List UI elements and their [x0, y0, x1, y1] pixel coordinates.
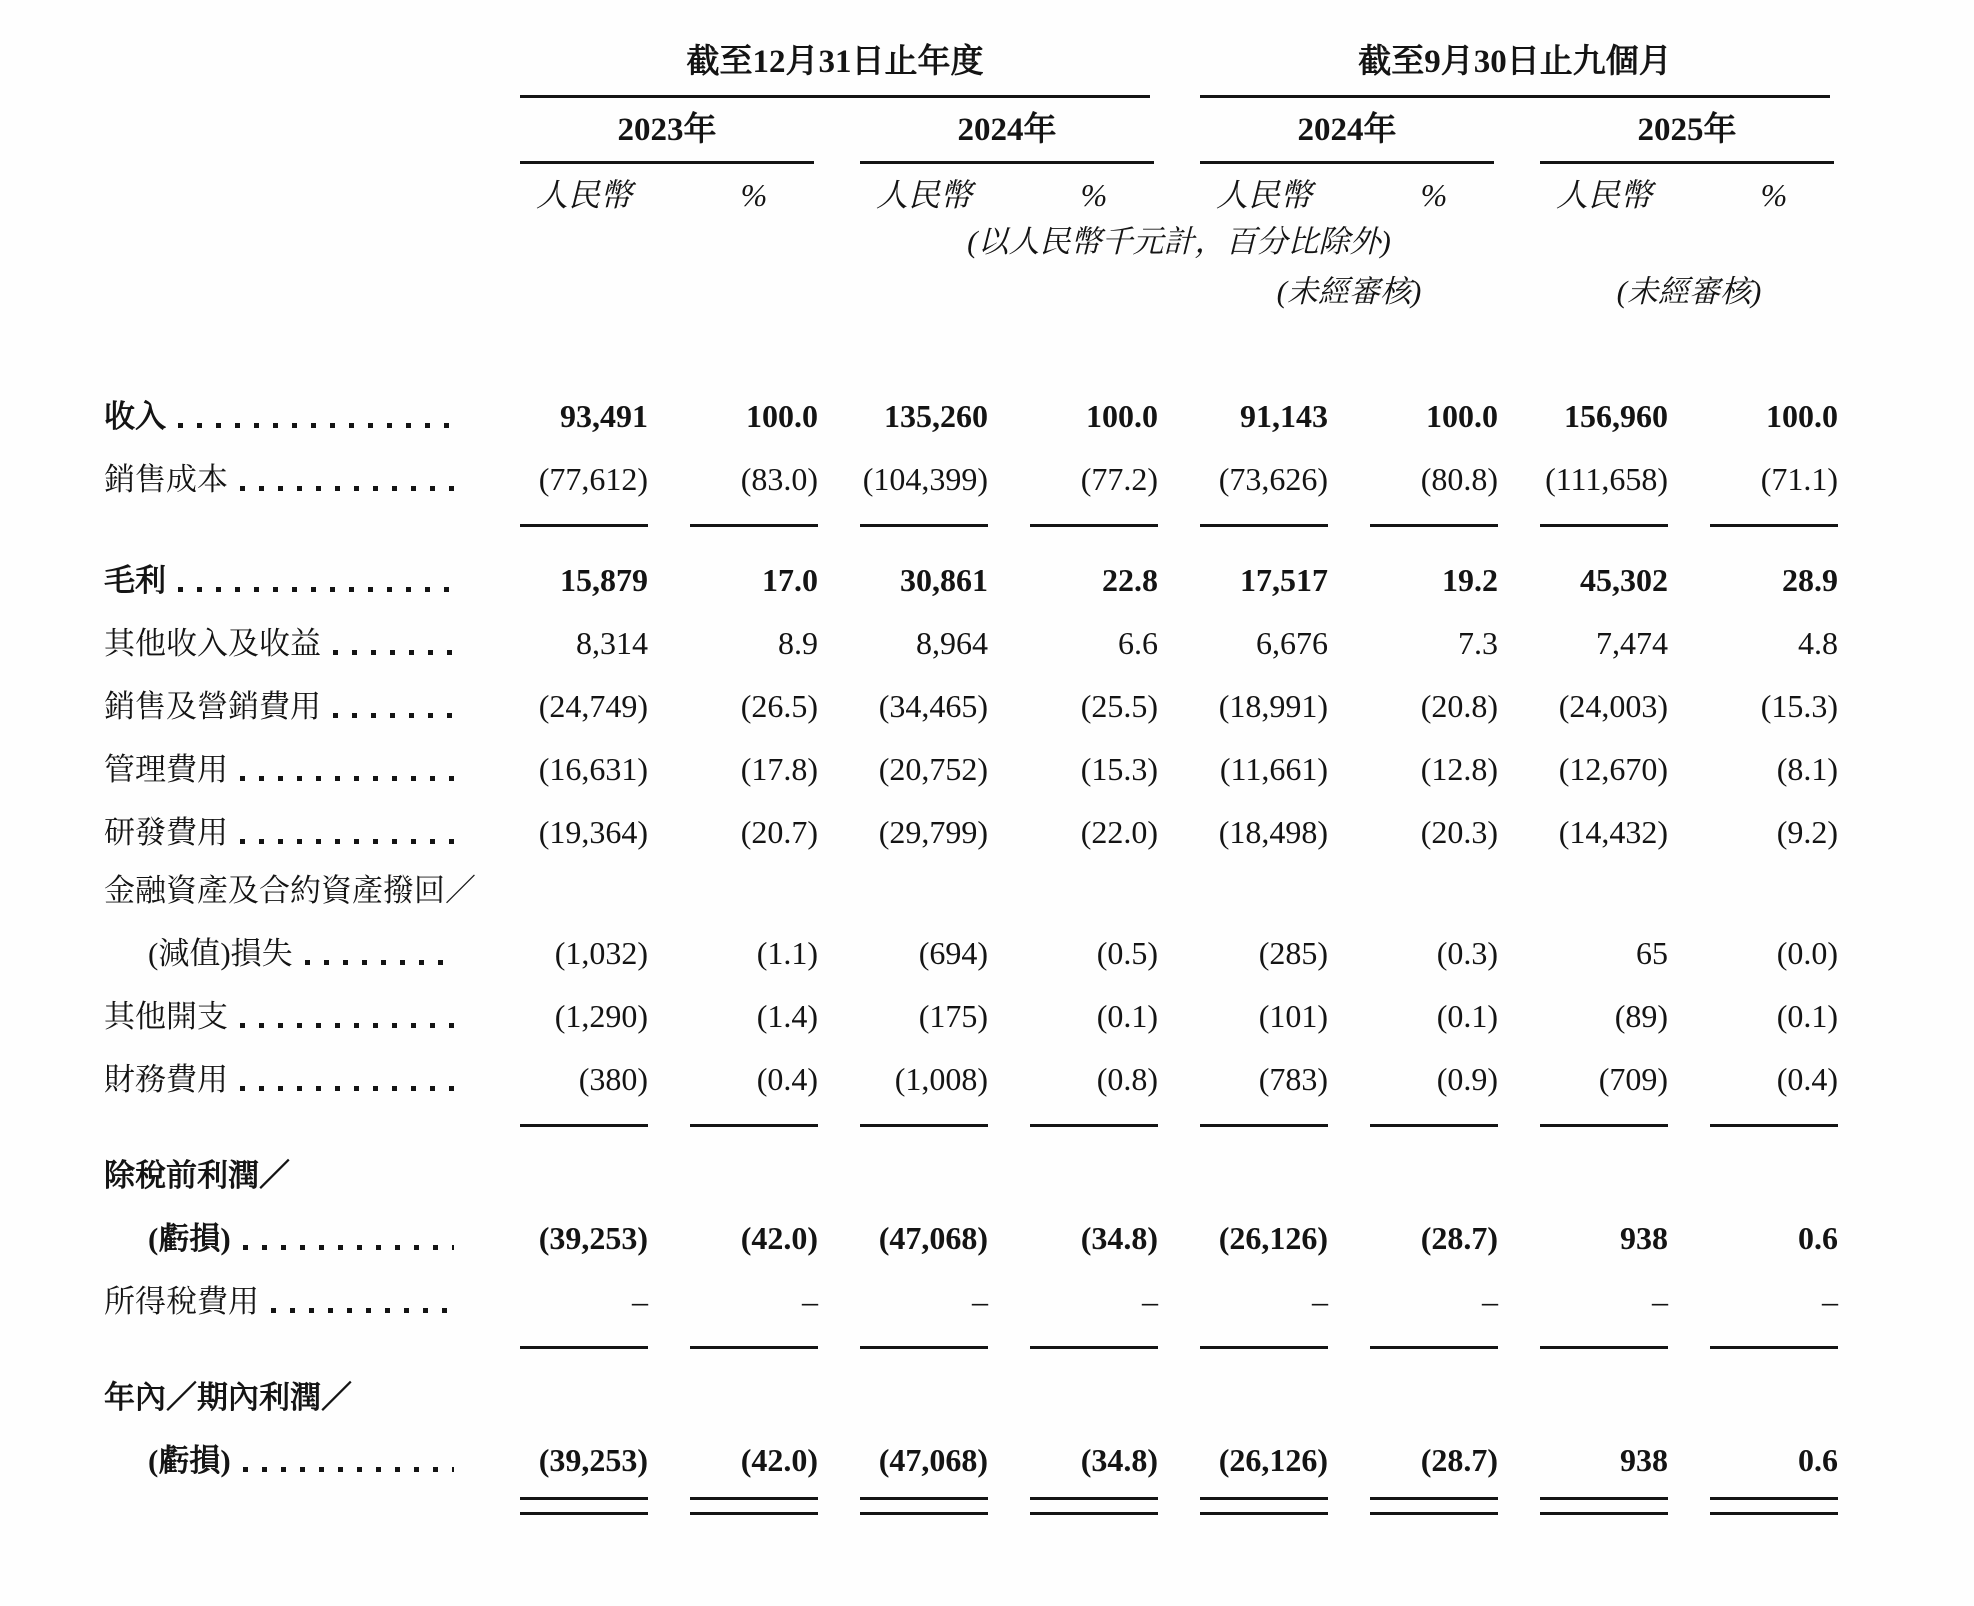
value-cell: 6,676 [1256, 625, 1328, 662]
value-cell: 28.9 [1782, 562, 1838, 599]
table-row [104, 980, 1838, 1043]
value-cell: (0.5) [1096, 935, 1158, 972]
double-rule-line [1540, 1497, 1668, 1515]
table-row [104, 607, 1838, 670]
value-cell: (1,008) [894, 1061, 988, 1098]
value-cell [478, 859, 648, 917]
value-cell: 938 [1620, 1220, 1668, 1257]
period-group-header: 截至12月31日止年度 [520, 44, 1150, 98]
table-row [104, 733, 1838, 796]
column-header-percent: % [740, 177, 768, 214]
single-rule-line [520, 1346, 648, 1349]
value-cell: 100.0 [746, 398, 818, 435]
single-rule-line [1710, 1124, 1838, 1127]
empty-corner-cell [104, 26, 478, 98]
row-label [104, 380, 478, 443]
double-rule-line [1710, 1497, 1838, 1515]
value-cell: – [1652, 1283, 1668, 1320]
value-cell [1158, 1144, 1328, 1202]
value-cell: 17.0 [762, 562, 818, 599]
rule-row [104, 506, 1838, 544]
value-cell: (0.4) [1776, 1061, 1838, 1098]
value-cell: – [1822, 1283, 1838, 1320]
value-cell: (22.0) [1080, 814, 1158, 851]
rule-row [104, 1106, 1838, 1144]
rule-row [104, 1487, 1838, 1525]
value-cell [648, 1366, 818, 1424]
single-rule-line [1370, 524, 1498, 527]
double-rule-line [1030, 1497, 1158, 1515]
value-cell: (0.1) [1096, 998, 1158, 1035]
value-cell: 156,960 [1564, 398, 1668, 435]
value-cell: 15,879 [560, 562, 648, 599]
value-cell: (80.8) [1420, 461, 1498, 498]
table-row [104, 670, 1838, 733]
value-cell: (0.3) [1436, 935, 1498, 972]
value-cell: (9.2) [1776, 814, 1838, 851]
single-rule-line [1200, 1346, 1328, 1349]
value-cell: (20.7) [740, 814, 818, 851]
single-rule-line [1710, 1346, 1838, 1349]
value-cell: (19,364) [538, 814, 648, 851]
row-label [104, 1366, 478, 1424]
value-cell: (0.1) [1776, 998, 1838, 1035]
value-cell: (34,465) [878, 688, 988, 725]
value-cell: (42.0) [740, 1220, 818, 1257]
row-label [104, 607, 478, 670]
single-rule-line [1710, 524, 1838, 527]
value-cell: 100.0 [1766, 398, 1838, 435]
column-header-percent: % [1420, 177, 1448, 214]
value-cell: (17.8) [740, 751, 818, 788]
value-cell: (20.8) [1420, 688, 1498, 725]
year-header: 2023年 [520, 112, 814, 164]
table-row [104, 1144, 1838, 1202]
single-rule-line [690, 1346, 818, 1349]
value-cell: (0.0) [1776, 935, 1838, 972]
value-cell [818, 1144, 988, 1202]
table-row [104, 1202, 1838, 1265]
row-label-text: 銷售及營銷費用 [104, 689, 321, 725]
table-row [104, 443, 1838, 506]
year-header: 2024年 [1200, 112, 1494, 164]
value-cell: (71.1) [1760, 461, 1838, 498]
table-header [104, 26, 1838, 380]
row-label-text: 財務費用 [104, 1062, 228, 1098]
dot-leader [240, 486, 454, 491]
row-label [104, 1043, 478, 1106]
value-cell [988, 1366, 1158, 1424]
single-rule-line [690, 524, 818, 527]
value-cell: (1.1) [756, 935, 818, 972]
table-row [104, 796, 1838, 859]
dot-leader [178, 587, 454, 592]
value-cell [1328, 1144, 1498, 1202]
value-cell: (0.4) [756, 1061, 818, 1098]
double-rule-line [690, 1497, 818, 1515]
table-row [104, 544, 1838, 607]
value-cell: 65 [1636, 935, 1668, 972]
value-cell: (15.3) [1080, 751, 1158, 788]
value-cell: (1.4) [756, 998, 818, 1035]
row-label-text: 年內／期內利潤／ [104, 1380, 352, 1416]
double-rule-line [860, 1497, 988, 1515]
row-label [104, 544, 478, 607]
units-note-row [104, 218, 1838, 264]
single-rule-line [1030, 1346, 1158, 1349]
value-cell [1158, 1366, 1328, 1424]
value-cell [818, 859, 988, 917]
value-cell: (83.0) [740, 461, 818, 498]
value-cell: (20,752) [878, 751, 988, 788]
dot-leader [178, 423, 454, 428]
value-cell: (24,003) [1558, 688, 1668, 725]
value-cell: (34.8) [1080, 1220, 1158, 1257]
value-cell: 45,302 [1580, 562, 1668, 599]
single-rule-line [1540, 524, 1668, 527]
single-rule-line [1370, 1346, 1498, 1349]
table-row [104, 917, 1838, 980]
single-rule-line [1030, 1124, 1158, 1127]
value-cell: (20.3) [1420, 814, 1498, 851]
value-cell [818, 1366, 988, 1424]
value-cell: (175) [918, 998, 988, 1035]
value-cell: 7.3 [1458, 625, 1498, 662]
value-cell: (12.8) [1420, 751, 1498, 788]
value-cell: (285) [1258, 935, 1328, 972]
value-cell: 93,491 [560, 398, 648, 435]
row-label-text: (減值)損失 [148, 936, 293, 972]
value-cell: (89) [1614, 998, 1668, 1035]
value-cell [1668, 1144, 1838, 1202]
value-cell [648, 1144, 818, 1202]
value-cell: (42.0) [740, 1442, 818, 1479]
unaudited-note: (未經審核) [1616, 274, 1762, 310]
dot-leader [240, 839, 454, 844]
dot-leader [243, 1467, 454, 1472]
value-cell: (0.9) [1436, 1061, 1498, 1098]
value-cell: (16,631) [538, 751, 648, 788]
value-cell: (104,399) [862, 461, 988, 498]
value-cell [1158, 859, 1328, 917]
row-label-text: (虧損) [148, 1221, 231, 1257]
dot-leader [240, 1023, 454, 1028]
year-header: 2025年 [1540, 112, 1834, 164]
single-rule-line [860, 524, 988, 527]
dot-leader [333, 713, 454, 718]
value-cell: (26,126) [1218, 1220, 1328, 1257]
value-cell: – [1142, 1283, 1158, 1320]
value-cell: 938 [1620, 1442, 1668, 1479]
rule-row [104, 1328, 1838, 1366]
table-row [104, 859, 1838, 917]
value-cell [1328, 1366, 1498, 1424]
dot-leader [240, 776, 454, 781]
period-group-cell [1158, 26, 1838, 98]
value-cell: (34.8) [1080, 1442, 1158, 1479]
value-cell: (111,658) [1545, 461, 1668, 498]
value-cell: 100.0 [1426, 398, 1498, 435]
dot-leader [333, 650, 454, 655]
value-cell: (24,749) [538, 688, 648, 725]
table-row [104, 1366, 1838, 1424]
column-header-currency: 人民幣 [1215, 177, 1312, 214]
table-body [104, 380, 1838, 1525]
single-rule-line [1540, 1124, 1668, 1127]
value-cell: (77,612) [538, 461, 648, 498]
column-header-currency: 人民幣 [875, 177, 972, 214]
value-cell [1498, 1366, 1668, 1424]
column-header-currency: 人民幣 [1555, 177, 1652, 214]
value-cell [1668, 1366, 1838, 1424]
value-cell: (26,126) [1218, 1442, 1328, 1479]
dot-leader [243, 1245, 454, 1250]
period-group-header: 截至9月30日止九個月 [1200, 44, 1830, 98]
row-label [104, 670, 478, 733]
value-cell: (12,670) [1558, 751, 1668, 788]
double-rule-line [1370, 1497, 1498, 1515]
value-cell: 22.8 [1102, 562, 1158, 599]
dot-leader [271, 1308, 454, 1313]
row-label-text: 其他開支 [104, 999, 228, 1035]
table-row [104, 1424, 1838, 1487]
unaudited-note: (未經審核) [1276, 274, 1422, 310]
value-cell: (8.1) [1776, 751, 1838, 788]
value-cell [1328, 859, 1498, 917]
row-label [104, 1265, 478, 1328]
value-cell [1668, 859, 1838, 917]
value-cell: – [1482, 1283, 1498, 1320]
table-row [104, 1043, 1838, 1106]
single-rule-line [860, 1124, 988, 1127]
value-cell: (73,626) [1218, 461, 1328, 498]
value-cell: 17,517 [1240, 562, 1328, 599]
column-header-currency: 人民幣 [535, 177, 632, 214]
value-cell: (101) [1258, 998, 1328, 1035]
row-label [104, 980, 478, 1043]
value-cell: (47,068) [878, 1220, 988, 1257]
value-cell [478, 1144, 648, 1202]
double-rule-line [520, 1497, 648, 1515]
row-label-text: 所得稅費用 [104, 1284, 259, 1320]
value-cell: (694) [918, 935, 988, 972]
value-cell: (77.2) [1080, 461, 1158, 498]
value-cell [988, 859, 1158, 917]
row-label-text: (虧損) [148, 1443, 231, 1479]
spacer-row [104, 314, 1838, 380]
value-cell: (25.5) [1080, 688, 1158, 725]
single-rule-line [690, 1124, 818, 1127]
value-cell: 19.2 [1442, 562, 1498, 599]
value-cell: (0.1) [1436, 998, 1498, 1035]
value-cell: 4.8 [1798, 625, 1838, 662]
value-cell: 8.9 [778, 625, 818, 662]
value-cell: (1,032) [554, 935, 648, 972]
value-cell: (18,991) [1218, 688, 1328, 725]
single-rule-line [520, 524, 648, 527]
value-cell: 0.6 [1798, 1220, 1838, 1257]
row-label [104, 796, 478, 859]
column-header-percent: % [1760, 177, 1788, 214]
single-rule-line [520, 1124, 648, 1127]
unaudited-row [104, 264, 1838, 314]
value-cell: 91,143 [1240, 398, 1328, 435]
value-cell: (15.3) [1760, 688, 1838, 725]
value-cell: 6.6 [1118, 625, 1158, 662]
single-rule-line [1030, 524, 1158, 527]
subheader-row [104, 164, 1838, 218]
row-label-text: 毛利 [104, 563, 166, 599]
row-label [104, 1424, 478, 1487]
table-row [104, 1265, 1838, 1328]
value-cell: (28.7) [1420, 1220, 1498, 1257]
value-cell: 30,861 [900, 562, 988, 599]
value-cell: 0.6 [1798, 1442, 1838, 1479]
year-header-row [104, 98, 1838, 164]
single-rule-line [860, 1346, 988, 1349]
row-label-text: 管理費用 [104, 752, 228, 788]
row-label-text: 金融資產及合約資產撥回／ [104, 873, 476, 909]
value-cell: 135,260 [884, 398, 988, 435]
row-label [104, 1202, 478, 1265]
row-label [104, 859, 478, 917]
value-cell [648, 859, 818, 917]
value-cell: (18,498) [1218, 814, 1328, 851]
row-label [104, 443, 478, 506]
period-group-row [104, 26, 1838, 98]
value-cell: 7,474 [1596, 625, 1668, 662]
single-rule-line [1370, 1124, 1498, 1127]
single-rule-line [1200, 1124, 1328, 1127]
value-cell: – [972, 1283, 988, 1320]
value-cell: (39,253) [538, 1220, 648, 1257]
income-statement-table [104, 26, 1838, 1525]
value-cell: (1,290) [554, 998, 648, 1035]
value-cell: (14,432) [1558, 814, 1668, 851]
value-cell: (28.7) [1420, 1442, 1498, 1479]
value-cell: (783) [1258, 1061, 1328, 1098]
value-cell: 100.0 [1086, 398, 1158, 435]
year-header: 2024年 [860, 112, 1154, 164]
value-cell: 8,964 [916, 625, 988, 662]
value-cell [1498, 859, 1668, 917]
value-cell: (47,068) [878, 1442, 988, 1479]
value-cell: (11,661) [1219, 751, 1328, 788]
row-label-text: 收入 [104, 399, 166, 435]
period-group-cell [478, 26, 1158, 98]
row-label-text: 銷售成本 [104, 462, 228, 498]
value-cell: – [802, 1283, 818, 1320]
row-label-text: 研發費用 [104, 815, 228, 851]
row-label-text: 其他收入及收益 [104, 626, 321, 662]
row-label-text: 除稅前利潤／ [104, 1158, 290, 1194]
column-header-percent: % [1080, 177, 1108, 214]
value-cell: (0.8) [1096, 1061, 1158, 1098]
value-cell: – [632, 1283, 648, 1320]
value-cell: (709) [1598, 1061, 1668, 1098]
value-cell: (26.5) [740, 688, 818, 725]
value-cell: (39,253) [538, 1442, 648, 1479]
value-cell: – [1312, 1283, 1328, 1320]
single-rule-line [1540, 1346, 1668, 1349]
value-cell [1498, 1144, 1668, 1202]
double-rule-line [1200, 1497, 1328, 1515]
single-rule-line [1200, 524, 1328, 527]
units-note: (以人民幣千元計，百分比除外) [967, 224, 1391, 260]
value-cell: (380) [578, 1061, 648, 1098]
dot-leader [240, 1086, 454, 1091]
value-cell [478, 1366, 648, 1424]
value-cell [988, 1144, 1158, 1202]
value-cell: 8,314 [576, 625, 648, 662]
value-cell: (29,799) [878, 814, 988, 851]
row-label [104, 917, 478, 980]
table-row [104, 380, 1838, 443]
row-label [104, 1144, 478, 1202]
dot-leader [305, 960, 454, 965]
row-label [104, 733, 478, 796]
